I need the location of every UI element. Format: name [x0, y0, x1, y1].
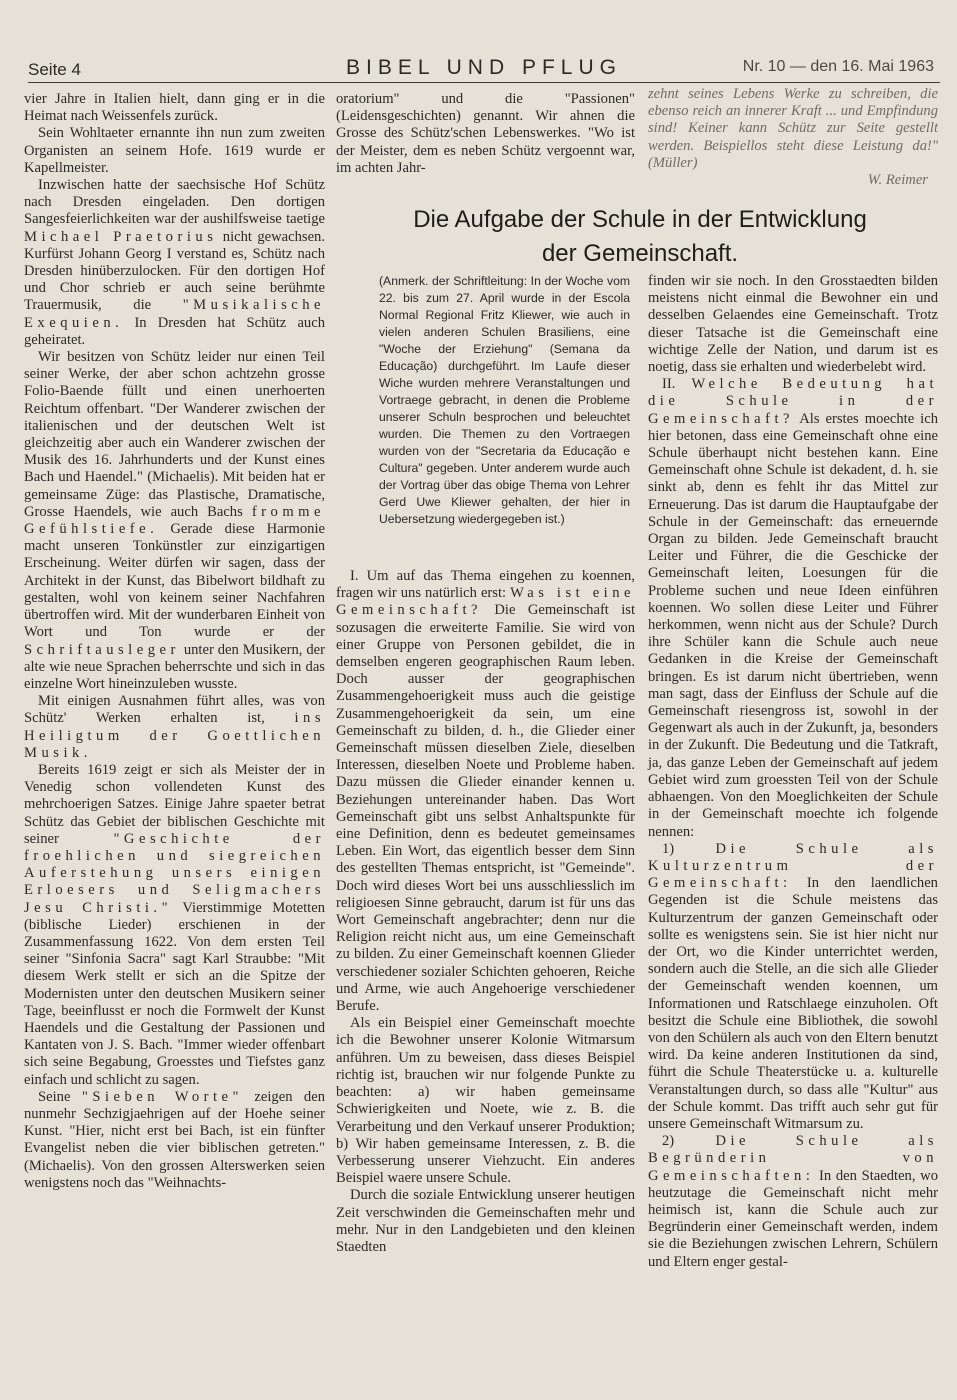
paragraph: Durch die soziale Entwicklung unserer heutigen Zeit verschwinden die Gemeinschaften mehr und mehr. Nur in den Landgebieten und den kleinen Staedten	[336, 1187, 635, 1255]
paragraph: Seine "Sieben Worte" zeigen den nunmehr Sechzigjaehrigen auf der Hoehe seiner Kunst. "Hier, nicht erst bei Bach, ist ein fünfter Evangelist neben die vier biblischen getreten." (Michaelis). Von den grossen Alterswerken seien wenigstens noch das "Weihnachts-	[24, 1088, 325, 1191]
paragraph: 1) Die Schule als Kulturzentrum der Gemeinschaft: In den laendlichen Gegenden ist die Schule meistens das Kulturzentrum der ganzen Gemeinschaft oder sollte es wenigstens sein. Sie ist hier nicht nur der Ort, wo die Kinder unterrichtet werden, sondern auch die Stelle, an die sich alle Glieder der Gemeinschaft wenden koennen, um Informationen und Ratschlaege einzuholen. Oft besitzt die Schule eine Bibliothek, die sowohl von den Schülern als auch von den Eltern benutzt wird. Da keine anderen Institutionen da sind, führt die Schule Theaterstücke u. a. kulturelle Veranstaltungen durch, so dass alle "Kultur" aus der Schule kommt. Das trifft auch sehr gut für unsere Gemeinschaft Witmarsum zu.	[648, 840, 938, 1132]
spaced-text: fromme Gefühlstiefe.	[24, 503, 326, 538]
column-3-continuation	[648, 86, 938, 189]
spaced-text: Welche Bedeutung hat die Schule in der Gemeinschaft?	[648, 376, 938, 427]
page-header	[28, 52, 940, 83]
paragraph: Inzwischen hatte der saechsische Hof Schütz nach Dresden eingeladen. Den dortigen Sangesfeierlichkeiten war der aushilfsweise taetige Michael Praetorius nicht gewachsen. Kurfürst Johann Georg I verstand es, Schütz nach Dresden hinüberzulocken. Für den dortigen Hof und Chor schrieb er auch seine berühmte Trauermusik, die "Musikalische Exequien. In Dresden hat Schütz auch geheiratet.	[24, 177, 325, 348]
paragraph: 2) Die Schule als Begründerin von Gemeinschaften: In den Staedten, wo heutzutage die Gemeinschaft nicht mehr heimisch ist, kann die Schule auch zur Begründerin einer Gemeinschaft werden, indem sie die Beziehungen zwischen Lehrern, Schülern und Eltern enger gestal-	[648, 1133, 938, 1270]
paragraph: vier Jahre in Italien hielt, dann ging er in die Heimat nach Weissenfels zurück.	[24, 91, 325, 125]
paragraph: I. Um auf das Thema eingehen zu koennen, fragen wir uns natürlich erst: Was ist eine Gemeinschaft? Die Gemeinschaft ist sozusagen die erweiterte Familie. Sie wird von einer Gruppe von Personen gebildet, die in demselben engeren geographischen Raum leben. Doch ausser der geographischen Zusammengehoerigkeit muss auch die geistige Zusammengehoerigkeit da sein, um eine Gemeinschaft zu bilden, d. h., die Glieder einer Gemeinschaft müssen dieselben Ziele, dieselben Interessen, dieselben Noete und Probleme haben. Dazu müssen die Glieder einander kennen u. Beziehungen untereinander haben. Das Wort Gemeinschaft gibt uns selbst Anhaltspunkte für eine Definition, denn es bedeutet gemeinsames Leben. Ein Wort, das eigentlich besser dem Sinn des gestellten Themas entspricht, ist "Gemeinde". Doch wird dieses Wort bei uns ausschliesslich im religioesen Sinne gebraucht, darum ist für uns das Wort Gemeinschaft angebrachter; denn nur die Religion reicht nicht aus, um eine Gemeinschaft zu bilden. Zu einer Gemeinschaft koennen Glieder verschiedener sozialer Schichten gehoeren, Reiche und Arme, wie auch Angehoerige verschiedener Berufe.	[336, 568, 636, 1015]
paragraph: Bereits 1619 zeigt er sich als Meister der in Venedig schon vollendeten Kunst des mehrchoerigen Satzes. Einige Jahre spaeter betrat Schütz das Gebiet der biblischen Geschichte mit seiner "Geschichte der froehlichen und siegreichen Auferstehung unsers einigen Erloesers und Seligmachers Jesu Christi." Vierstimmige Motetten (biblische Lieder) erschienen in der Zusammenfassung 1622. Von dem ersten Teil seiner "Sinfonia Sacra" sagt Karl Straubbe: "Mit diesem Werk stellt er sich an die Spitze der Modernisten unter den deutschen Musikern seiner Tage, beeinflusst er noch die Formwelt der Kunst Haendels und die Gestaltung der Passionen und Kantaten von J. S. Bach. "Immer wieder offenbart sich seine Begabung, Groesstes und Tiefstes ganz einfach und schlicht zu sagen.	[24, 761, 325, 1088]
editor-note	[379, 273, 630, 528]
paragraph: zehnt seines Lebens Werke zu schreiben, die ebenso reich an innerer Kraft ... und Empfindung sind! Keiner kann Schütz zur Seite gestellt werden. Beispiellos steht diese Leistung da!" (Müller)	[648, 86, 938, 171]
paragraph: finden wir sie noch. In den Grosstaedten bilden meistens nicht einmal die Bewohner ein und desselben Gelaendes eine Gemeinschaft. Trotz dieser Tatsache ist die Gemeinschaft eine wichtige Zelle der Nation, und darum ist es noetig, dass sie erhalten und wiederbelebt wird.	[648, 273, 938, 376]
article-column-2	[336, 568, 635, 1256]
column-1	[24, 91, 325, 1192]
issue-date: Nr. 10 — den 16. Mai 1963	[742, 58, 934, 75]
spaced-text: Die Schule als Begründerin von Gemeinschaften:	[648, 1133, 938, 1184]
spaced-text: ins Heiligtum der Goettlichen Musik.	[24, 710, 325, 761]
spaced-text: "Musikalische Exequien.	[24, 297, 325, 331]
spaced-text: Schriftausleger	[24, 641, 180, 658]
paragraph: Als ein Beispiel einer Gemeinschaft moechte ich die Bewohner unserer Kolonie Witmarsum anführen. Um zu beweisen, dass dieses Beispiel richtig ist, brauchen wir nur folgende Punkte zu beachten: a) wir haben gemeinsame Schwierigkeiten und Noete, wie z. B. die Verarbeitung und den Verkauf unserer Produktion; b) Wir haben gemeinsame Interessen, z. B. die Verbesserung unserer Viehzucht. Ein anderes Beispiel waere unsere Schule.	[336, 1015, 635, 1187]
paragraph: Wir besitzen von Schütz leider nur einen Teil seiner Werke, der aber schon achtzehn grosse Folio-Baende füllt und einen unerhoerten Reichtum offenbart. "Der Wanderer zwischen der italienischen und der deutschen Welt ist gleichzeitig aber auch ein Wanderer zwischen der Musik des 16. Jahrhunderts und der Kunst eines Bach und Haendel." (Michaelis). Mit beiden hat er gemeinsame Züge: das Plastische, Dramatische, Grosse Haendels, wie auch Bachs fromme Gefühlstiefe. Gerade diese Harmonie macht unseren Tonkünstler zur einzigartigen Erscheinung. Weiter dürfen wir sagen, dass der Architekt in der Kunst, das Bibelwort bildhaft zu gestalten, wohl von keinem seiner Nachfahren übertroffen wird. Mit der wunderbaren Einheit von Wort und Ton wurde er der Schriftausleger unter den Musikern, der alte wie neue Sprachen beherrschte und sich in das einzelne Wort hineinzuleben wusste.	[24, 349, 326, 692]
signature: W. Reimer	[867, 172, 928, 189]
column-2-continuation	[336, 91, 635, 177]
spaced-text: "Sieben Worte"	[81, 1088, 243, 1105]
paragraph: oratorium" und die "Passionen" (Leidensgeschichten) genannt. Wir ahnen die Grosse des Schütz'schen Lebenswerkes. "Wo ist der Meister, dem es neben Schütz vergoennt war, im achten Jahr-	[336, 91, 635, 176]
page-number: Seite 4	[28, 60, 81, 79]
spaced-text: Was ist eine Gemeinschaft?	[336, 585, 636, 619]
paragraph: Sein Wohltaeter ernannte ihn nun zum zweiten Organisten an seinem Hofe. 1619 wurde er Kapellmeister.	[24, 125, 325, 176]
spaced-text: Die Schule als Kulturzentrum der Gemeinschaft:	[648, 840, 938, 892]
editor-note-text: (Anmerk. der Schriftleitung: In der Woche vom 22. bis zum 27. April wurde in der Escola Normal Regional Fritz Kliewer, wie auch in vielen anderen Schulen Brasiliens, eine "Woche der Erziehung" (Semana da Educação) durchgeführt. Im Laufe dieser Wiche wurden mehrere Veranstaltungen und Vortraege gebracht, in denen die Probleme unserer Schuln besprochen und beleuchtet wurden. Die Themen zu den Vortraegen wurden von der "Secretaria da Educação e Cultura" gegeben. Unter anderem wurde auch der Vortrag über das obige Thema von Lehrer Gerd Uwe Kliewer gehalten, der hier in Uebersetzung wiedergegeben ist.)	[379, 274, 630, 526]
masthead: BIBEL UND PFLUG	[346, 56, 622, 79]
article-title	[340, 203, 940, 271]
paragraph: II. Welche Bedeutung hat die Schule in der Gemeinschaft? Als erstes moechte ich hier betonen, dass eine Gemeinschaft ohne eine Schule überhaupt nicht bestehen kann. Eine Gemeinschaft ohne Schule ist dekadent, d. h. sie sinkt ab, denn es fehlt ihr das Mittel zur Erneuerung. Das ist darum die Hauptaufgabe der Schule in der Gemeinschaft: das erneuernde Organ zu bilden. Jede Gemeinschaft braucht Leiter und Führer, die die Geschicke der Gemeinschaft leiten, Loesungen für die Probleme suchen und neue Ideen einführen koennen. Wo sollen diese Leiter und Führer herkommen, wenn nicht aus der Schule? Durch ihre Schüler kann die Schule auch neue Gedanken in die Kreise der Gemeinschaft bringen. Es ist darum nicht übertrieben, wenn man sagt, dass der Einfluss der Schule auf die Gemeinschaft riesengross ist, sowohl in der Gegenwart als auch in der Zukunft, ja, besonders in der Zukunft. Die Bedeutung und die Tatkraft, ja, das ganze Leben der Gemeinschaft auf jedem Gebiet wird zum groessten Teil von der Schule abhaengen. Von den Moeglichkeiten der Schule in der Gemeinschaft moechte ich folgende nennen:	[648, 376, 938, 840]
article-title-line-1: Die Aufgabe der Schule in der Entwicklung	[413, 206, 867, 233]
spaced-text: Michael Praetorius	[24, 228, 218, 245]
spaced-text: "Geschichte der froehlichen und siegreichen Auferstehung unsers einigen Erloesers und Seligmachers Jesu Christi."	[24, 830, 325, 916]
article-title-line-2: der Gemeinschaft.	[541, 240, 739, 267]
article-column-3	[648, 273, 938, 1271]
paragraph: Mit einigen Ausnahmen führt alles, was von Schütz' Werken erhalten ist, ins Heiligtum der Goettlichen Musik.	[24, 693, 325, 761]
